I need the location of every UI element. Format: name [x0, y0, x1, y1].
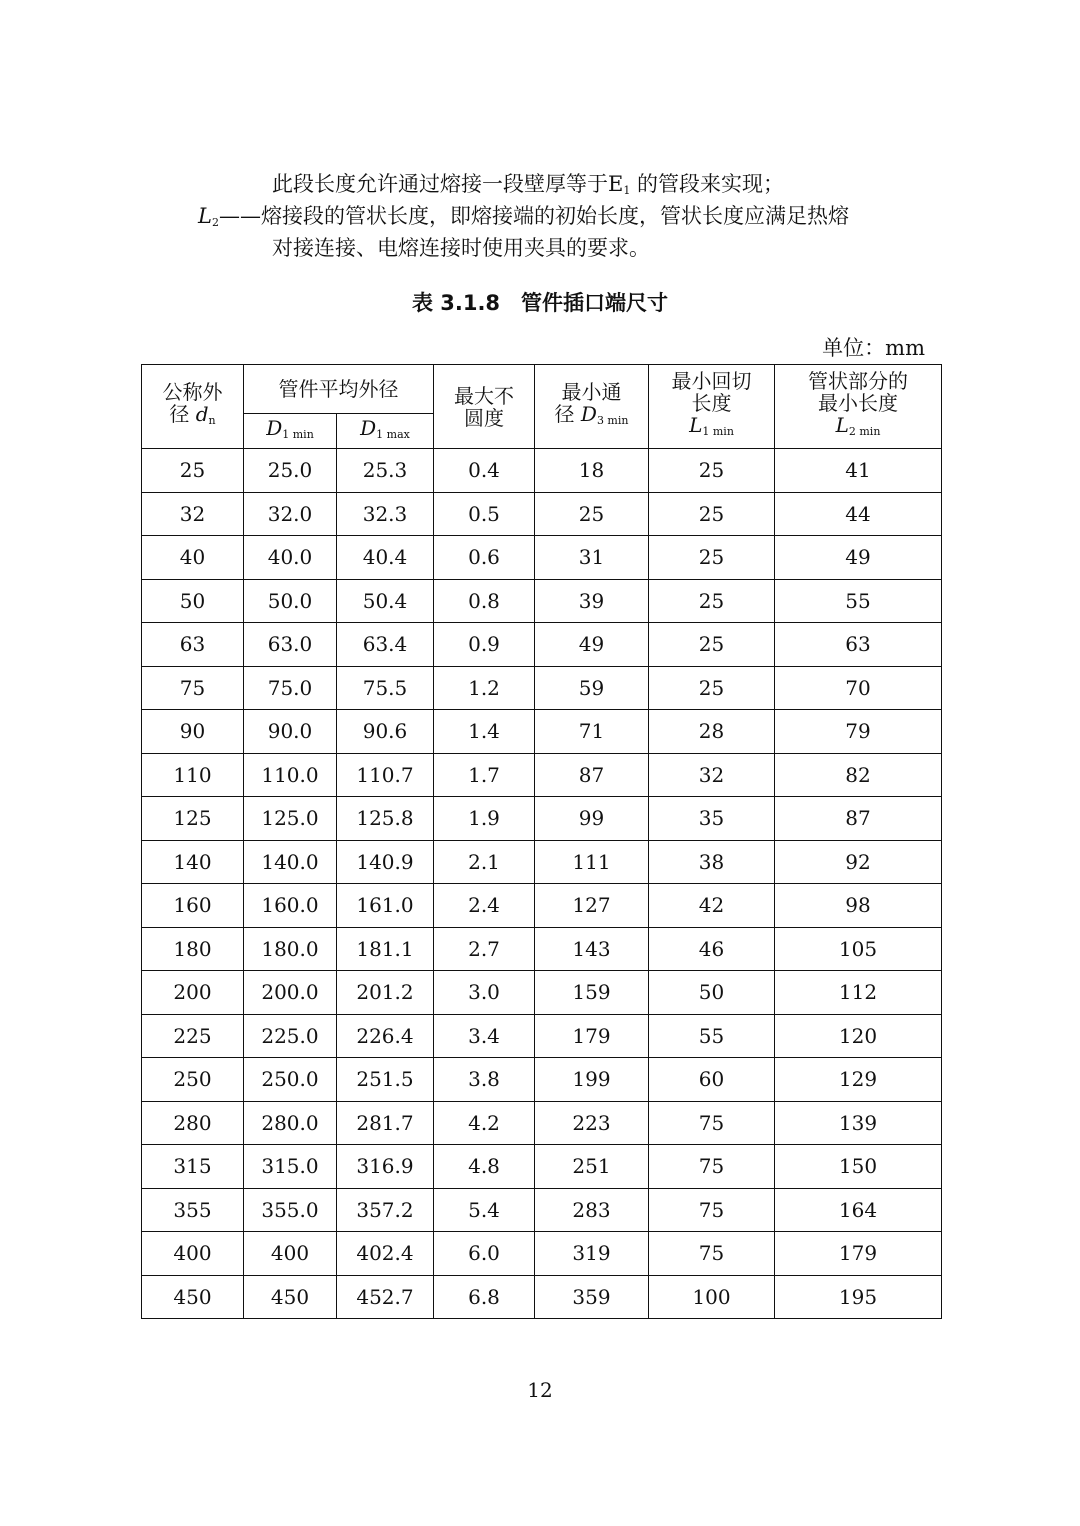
table-cell: 25: [649, 449, 775, 493]
table-cell: 0.4: [434, 449, 535, 493]
table-row: [142, 579, 942, 623]
table-cell: 44: [775, 492, 942, 536]
table-cell: 315.0: [244, 1145, 337, 1189]
header-d1-max: D1 max: [337, 414, 434, 449]
table-cell: 402.4: [337, 1232, 434, 1276]
table-cell: 25: [142, 449, 244, 493]
table-cell: 4.2: [434, 1101, 535, 1145]
table-cell: 125.0: [244, 797, 337, 841]
table-cell: 75: [649, 1188, 775, 1232]
table-cell: 120: [775, 1014, 942, 1058]
table-cell: 160: [142, 884, 244, 928]
table-cell: 3.8: [434, 1058, 535, 1102]
table-cell: 55: [649, 1014, 775, 1058]
table-cell: 60: [649, 1058, 775, 1102]
table-cell: 200.0: [244, 971, 337, 1015]
table-cell: 140.9: [337, 840, 434, 884]
table-cell: 18: [535, 449, 649, 493]
table-cell: 28: [649, 710, 775, 754]
table-row: [142, 1058, 942, 1102]
line3-text: 对接连接、电熔连接时使用夹具的要求。: [272, 236, 650, 260]
table-row: [142, 666, 942, 710]
table-cell: 1.7: [434, 753, 535, 797]
table-cell: 25: [649, 666, 775, 710]
table-cell: 0.9: [434, 623, 535, 667]
table-cell: 161.0: [337, 884, 434, 928]
table-cell: 63: [775, 623, 942, 667]
header-max-ovality: 最大不 圆度: [434, 365, 535, 449]
table-cell: 179: [775, 1232, 942, 1276]
table-cell: 42: [649, 884, 775, 928]
table-cell: 40.4: [337, 536, 434, 580]
table-cell: 90.6: [337, 710, 434, 754]
line1-suffix: 的管段来实现；: [630, 172, 785, 196]
table-cell: 100: [649, 1275, 775, 1319]
table-cell: 75.5: [337, 666, 434, 710]
table-row: [142, 1232, 942, 1276]
header-mean-outer-diameter: 管件平均外径: [244, 365, 434, 414]
table-cell: 355: [142, 1188, 244, 1232]
table-cell: 450: [244, 1275, 337, 1319]
line2-text: ——熔接段的管状长度，即熔接端的初始长度，管状长度应满足热熔: [218, 204, 849, 228]
table-row: [142, 536, 942, 580]
table-cell: 160.0: [244, 884, 337, 928]
table-cell: 50.0: [244, 579, 337, 623]
table-cell: 400: [244, 1232, 337, 1276]
table-row: [142, 1014, 942, 1058]
table-cell: 452.7: [337, 1275, 434, 1319]
table-cell: 41: [775, 449, 942, 493]
table-cell: 3.0: [434, 971, 535, 1015]
table-cell: 112: [775, 971, 942, 1015]
table-cell: 63: [142, 623, 244, 667]
table-cell: 25.0: [244, 449, 337, 493]
table-cell: 40: [142, 536, 244, 580]
table-cell: 159: [535, 971, 649, 1015]
line1-prefix: 此段长度允许通过熔接一段壁厚等于E: [272, 172, 624, 196]
table-cell: 181.1: [337, 927, 434, 971]
header-min-cutback-length: 最小回切 长度 L1 min: [649, 365, 775, 449]
line1-subscript: 1: [623, 184, 631, 197]
table-cell: 32.3: [337, 492, 434, 536]
table-cell: 87: [535, 753, 649, 797]
table-cell: 129: [775, 1058, 942, 1102]
table-row: [142, 710, 942, 754]
unit-label: 单位：mm: [822, 336, 925, 360]
table-cell: 125.8: [337, 797, 434, 841]
l2-symbol: L: [198, 204, 212, 228]
table-row: [142, 449, 942, 493]
table-cell: 5.4: [434, 1188, 535, 1232]
table-cell: 179: [535, 1014, 649, 1058]
table-row: [142, 492, 942, 536]
table-caption: 表 3.1.8 管件插口端尺寸: [411, 291, 669, 315]
table-row: [142, 884, 942, 928]
table-row: [142, 971, 942, 1015]
table-cell: 38: [649, 840, 775, 884]
table-body: [142, 449, 942, 1319]
table-cell: 50.4: [337, 579, 434, 623]
header-d1-min: D1 min: [244, 414, 337, 449]
table-cell: 0.5: [434, 492, 535, 536]
table-cell: 1.4: [434, 710, 535, 754]
table-cell: 35: [649, 797, 775, 841]
table-cell: 70: [775, 666, 942, 710]
table-cell: 280: [142, 1101, 244, 1145]
table-cell: 315: [142, 1145, 244, 1189]
table-cell: 75: [142, 666, 244, 710]
table-cell: 0.6: [434, 536, 535, 580]
table-cell: 92: [775, 840, 942, 884]
page-number: 12: [527, 1378, 553, 1402]
table-cell: 280.0: [244, 1101, 337, 1145]
table-cell: 6.8: [434, 1275, 535, 1319]
table-cell: 6.0: [434, 1232, 535, 1276]
table-cell: 400: [142, 1232, 244, 1276]
table-cell: 25.3: [337, 449, 434, 493]
table-cell: 25: [649, 579, 775, 623]
table-cell: 110.7: [337, 753, 434, 797]
table-cell: 143: [535, 927, 649, 971]
table-cell: 281.7: [337, 1101, 434, 1145]
pipe-fitting-spigot-dimensions-table: [141, 364, 942, 1319]
table-cell: 25: [649, 536, 775, 580]
table-cell: 63.4: [337, 623, 434, 667]
table-cell: 355.0: [244, 1188, 337, 1232]
table-cell: 357.2: [337, 1188, 434, 1232]
table-row: [142, 1188, 942, 1232]
table-cell: 140: [142, 840, 244, 884]
table-cell: 195: [775, 1275, 942, 1319]
table-cell: 2.4: [434, 884, 535, 928]
table-cell: 251: [535, 1145, 649, 1189]
table-cell: 87: [775, 797, 942, 841]
table-cell: 250.0: [244, 1058, 337, 1102]
table-cell: 226.4: [337, 1014, 434, 1058]
table-row: [142, 797, 942, 841]
table-cell: 140.0: [244, 840, 337, 884]
table-cell: 319: [535, 1232, 649, 1276]
table-cell: 71: [535, 710, 649, 754]
table-cell: 82: [775, 753, 942, 797]
table-cell: 359: [535, 1275, 649, 1319]
table-row: [142, 840, 942, 884]
table-cell: 125: [142, 797, 244, 841]
table-cell: 283: [535, 1188, 649, 1232]
table-cell: 75: [649, 1232, 775, 1276]
table-cell: 1.9: [434, 797, 535, 841]
table-cell: 25: [535, 492, 649, 536]
table-row: [142, 927, 942, 971]
table-cell: 31: [535, 536, 649, 580]
table-cell: 32: [649, 753, 775, 797]
table-cell: 63.0: [244, 623, 337, 667]
table-cell: 46: [649, 927, 775, 971]
table-cell: 49: [535, 623, 649, 667]
table-row: [142, 753, 942, 797]
table-cell: 3.4: [434, 1014, 535, 1058]
table-cell: 2.1: [434, 840, 535, 884]
table-cell: 180: [142, 927, 244, 971]
table-cell: 40.0: [244, 536, 337, 580]
table-cell: 49: [775, 536, 942, 580]
table-cell: 50: [142, 579, 244, 623]
table-cell: 251.5: [337, 1058, 434, 1102]
table-cell: 39: [535, 579, 649, 623]
table-cell: 111: [535, 840, 649, 884]
table-cell: 75.0: [244, 666, 337, 710]
table-cell: 200: [142, 971, 244, 1015]
table-cell: 199: [535, 1058, 649, 1102]
table-row: [142, 1275, 942, 1319]
table-cell: 180.0: [244, 927, 337, 971]
table-cell: 50: [649, 971, 775, 1015]
table-cell: 105: [775, 927, 942, 971]
l2-subscript: 2: [211, 216, 219, 229]
table-cell: 25: [649, 623, 775, 667]
table-cell: 75: [649, 1101, 775, 1145]
header-min-bore: 最小通 径 D3 min: [535, 365, 649, 449]
paragraph-line-3: [272, 232, 650, 264]
table-cell: 223: [535, 1101, 649, 1145]
table-row: [142, 1145, 942, 1189]
table-cell: 2.7: [434, 927, 535, 971]
table-cell: 316.9: [337, 1145, 434, 1189]
header-min-tubular-length: 管状部分的 最小长度 L2 min: [775, 365, 942, 449]
table-cell: 201.2: [337, 971, 434, 1015]
table-cell: 164: [775, 1188, 942, 1232]
table-cell: 110.0: [244, 753, 337, 797]
table-cell: 225.0: [244, 1014, 337, 1058]
table-cell: 55: [775, 579, 942, 623]
table-cell: 250: [142, 1058, 244, 1102]
table-cell: 1.2: [434, 666, 535, 710]
table-row: [142, 623, 942, 667]
table-cell: 59: [535, 666, 649, 710]
table-cell: 99: [535, 797, 649, 841]
table-cell: 32: [142, 492, 244, 536]
table-cell: 90.0: [244, 710, 337, 754]
header-nominal-diameter: 公称外 径 dn: [142, 365, 244, 449]
table-cell: 127: [535, 884, 649, 928]
table-cell: 110: [142, 753, 244, 797]
table-cell: 225: [142, 1014, 244, 1058]
table-cell: 75: [649, 1145, 775, 1189]
table-cell: 0.8: [434, 579, 535, 623]
table-cell: 32.0: [244, 492, 337, 536]
table-cell: 90: [142, 710, 244, 754]
table-cell: 25: [649, 492, 775, 536]
table-cell: 4.8: [434, 1145, 535, 1189]
table-cell: 98: [775, 884, 942, 928]
table-cell: 450: [142, 1275, 244, 1319]
table-cell: 139: [775, 1101, 942, 1145]
table-cell: 150: [775, 1145, 942, 1189]
table-row: [142, 1101, 942, 1145]
table-cell: 79: [775, 710, 942, 754]
